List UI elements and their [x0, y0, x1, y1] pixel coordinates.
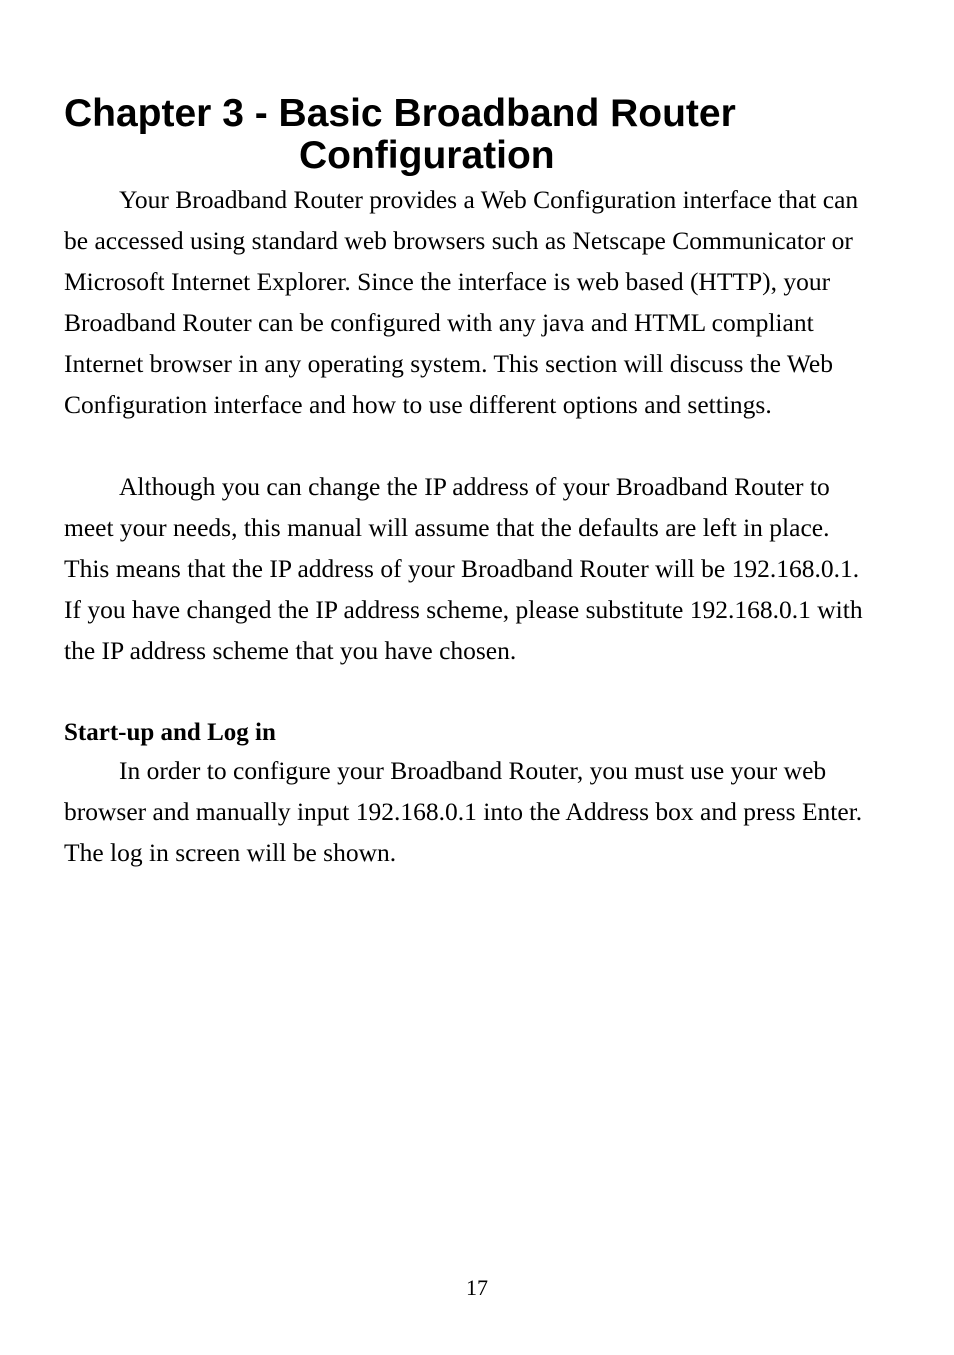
- chapter-title: [64, 93, 844, 177]
- startup-login-paragraph: In order to configure your Broadband Router, you must use your web browser and manually input 192.168.0.1 into the Address box and press Enter. The log in screen will be shown.: [64, 756, 863, 867]
- section-heading-startup-login: Start-up and Log in: [64, 719, 276, 746]
- page-number: 17: [466, 1275, 488, 1300]
- intro-paragraph: Your Broadband Router provides a Web Configuration interface that can be accessed using standard web browsers such as Netscape Communicator or Microsoft Internet Explorer. Since the interface is web based (HTTP), your Broadband Router can be configured with any java and HTML compliant Internet browser in any operating system. This section will discuss the Web Configuration interface and how to use different options and settings.: [64, 185, 859, 419]
- ip-address-paragraph: Although you can change the IP address of your Broadband Router to meet your needs, this manual will assume that the defaults are left in place. This means that the IP address of your Broadband Router will be 192.168.0.1. If you have changed the IP address scheme, please substitute 192.168.0.1 with the IP address scheme that you have chosen.: [64, 472, 863, 665]
- chapter-title-line-2: Configuration: [299, 134, 555, 177]
- chapter-title-line-1: Chapter 3 - Basic Broadband Router: [64, 92, 736, 135]
